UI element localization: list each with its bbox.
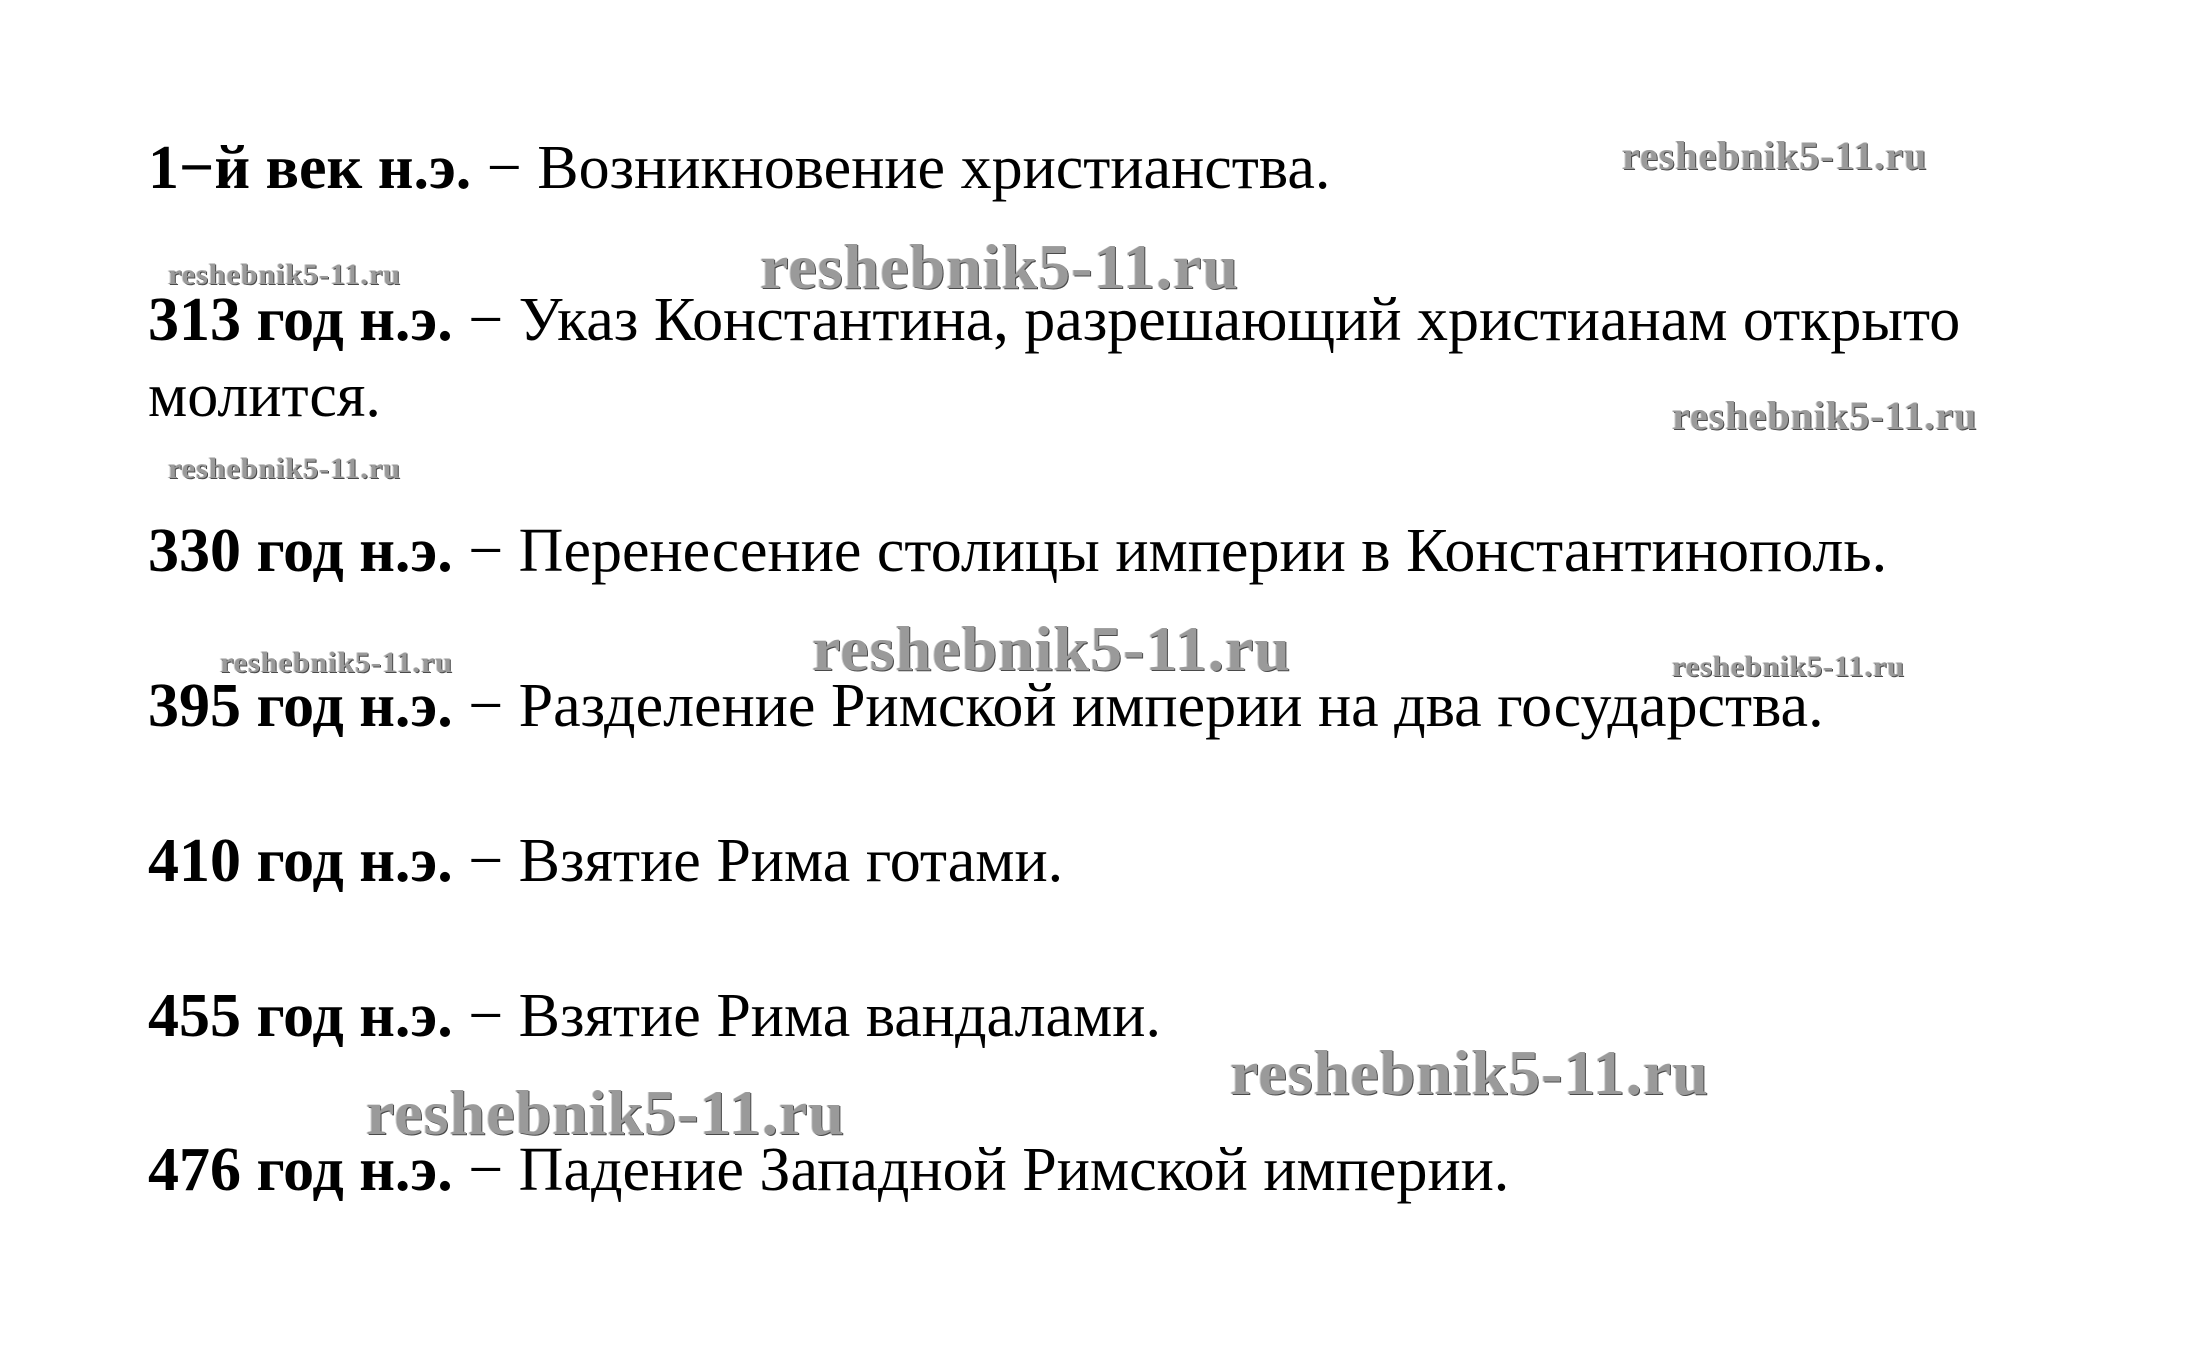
entry-date: 455 год н.э. (148, 982, 453, 1050)
timeline-entry (148, 823, 2128, 899)
entry-date: 395 год н.э. (148, 672, 453, 740)
entry-dash: − (452, 1136, 519, 1204)
entry-text: Указ Константина, разрешающий христианам открыто молится. (148, 286, 1961, 430)
entry-date: 313 год н.э. (148, 286, 453, 354)
entry-dash: − (452, 517, 519, 585)
entry-dash: − (471, 134, 538, 202)
entry-dash: − (452, 827, 519, 895)
entry-text: Взятие Рима вандалами. (518, 982, 1161, 1050)
timeline-entry (148, 1132, 2128, 1208)
watermark-logo: reshebnik5-11.ru (1622, 133, 1928, 178)
watermark-logo: reshebnik5-11.ru (366, 1077, 845, 1148)
entry-text: Возникновение христианства. (537, 134, 1331, 202)
entry-date: 410 год н.э. (148, 827, 453, 895)
timeline-entry (148, 130, 2128, 206)
entry-text: Перенесение столицы империи в Константинополь. (518, 517, 1888, 585)
entry-date: 330 год н.э. (148, 517, 453, 585)
watermark-logo: reshebnik5-11.ru (1672, 393, 1978, 438)
entry-text: Взятие Рима готами. (518, 827, 1064, 895)
timeline-entry (148, 668, 2128, 744)
entry-text: Разделение Римской империи на два государства. (518, 672, 1824, 740)
watermark-logo: reshebnik5-11.ru (168, 258, 401, 291)
watermark-logo: reshebnik5-11.ru (1230, 1037, 1709, 1108)
watermark-logo: reshebnik5-11.ru (1672, 650, 1905, 683)
watermark-logo: reshebnik5-11.ru (812, 613, 1291, 684)
entry-dash: − (452, 982, 519, 1050)
watermark-logo: reshebnik5-11.ru (168, 452, 401, 485)
entry-dash: − (452, 672, 519, 740)
timeline-entry (148, 282, 2128, 434)
entry-date: 476 год н.э. (148, 1136, 453, 1204)
timeline-entry (148, 513, 2128, 589)
entry-date: 1−й век н.э. (148, 134, 472, 202)
watermark-logo: reshebnik5-11.ru (760, 231, 1239, 302)
timeline-entry (148, 978, 2128, 1054)
watermark-logo: reshebnik5-11.ru (220, 646, 453, 679)
entry-text: Падение Западной Римской империи. (518, 1136, 1510, 1204)
entry-dash: − (452, 286, 519, 354)
